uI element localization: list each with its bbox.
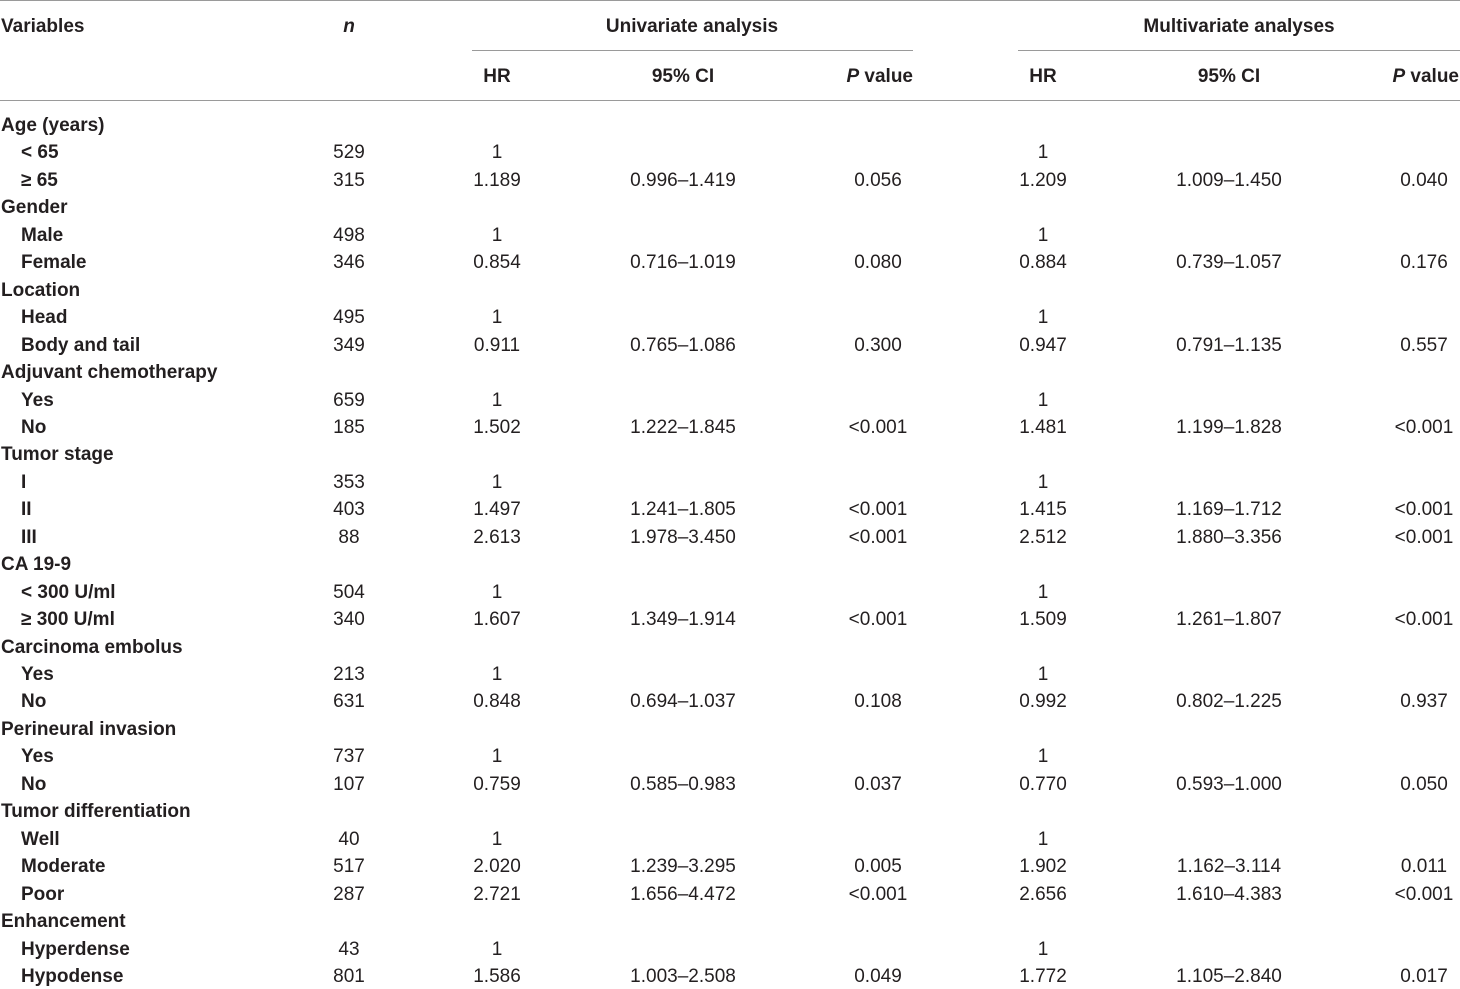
cell-n: 659 (333, 389, 365, 411)
cell-multivariate-hr: 2.512 (1019, 526, 1067, 548)
cell-n: 353 (333, 471, 365, 493)
cell-n: 801 (333, 965, 365, 987)
cell-multivariate-ci: 1.169–1.712 (1176, 499, 1282, 521)
cell-multivariate-p: 0.017 (1400, 965, 1448, 987)
header-variables: Variables (1, 16, 85, 37)
cell-multivariate-ci: 1.199–1.828 (1176, 416, 1282, 438)
row-label: ≥ 300 U/ml (21, 609, 115, 631)
row-label: Yes (21, 664, 54, 685)
cell-n: 315 (333, 169, 365, 191)
row-label: No (21, 691, 47, 713)
cell-n: 498 (333, 224, 365, 246)
header-univariate-p (846, 66, 913, 88)
row-label: Male (21, 224, 64, 246)
cell-univariate-hr: 0.854 (473, 252, 521, 274)
group-label: Carcinoma embolus (1, 636, 183, 658)
cell-univariate-hr: 2.613 (473, 526, 521, 548)
cell-multivariate-p: <0.001 (1394, 609, 1454, 631)
p-value-text: value (1405, 66, 1459, 87)
cell-multivariate-hr: 1 (1037, 938, 1049, 960)
cell-n: 403 (333, 499, 365, 521)
cell-multivariate-hr: 1 (1037, 828, 1049, 850)
cell-multivariate-hr: 1 (1037, 581, 1049, 603)
cell-multivariate-p: <0.001 (1394, 499, 1454, 521)
cell-multivariate-hr: 1 (1037, 664, 1049, 685)
row-label: Well (21, 828, 60, 850)
cell-multivariate-hr: 1 (1037, 389, 1049, 411)
row-label: < 65 (21, 142, 59, 164)
cell-n: 495 (333, 307, 365, 329)
cell-multivariate-hr: 0.884 (1019, 252, 1067, 274)
cell-univariate-hr: 1 (491, 142, 503, 164)
cell-univariate-hr: 0.759 (473, 773, 521, 795)
cell-univariate-hr: 1.189 (473, 169, 521, 191)
cell-univariate-p: 0.080 (854, 252, 902, 274)
cell-multivariate-p: <0.001 (1394, 883, 1454, 905)
row-label: II (21, 499, 32, 521)
cell-univariate-hr: 1 (491, 828, 503, 850)
cell-multivariate-p: 0.050 (1400, 773, 1448, 795)
cell-multivariate-p: 0.557 (1400, 334, 1448, 356)
cell-univariate-ci: 0.716–1.019 (630, 252, 736, 274)
cell-n: 517 (333, 856, 365, 878)
cell-univariate-hr: 0.911 (473, 334, 521, 356)
cell-multivariate-hr: 1.209 (1019, 169, 1067, 191)
row-label: Yes (21, 746, 54, 768)
row-label: Head (21, 307, 68, 329)
cell-multivariate-hr: 1.772 (1019, 965, 1067, 987)
cell-multivariate-ci: 1.880–3.356 (1176, 526, 1282, 548)
cell-univariate-p: 0.108 (854, 691, 902, 713)
group-label: Tumor differentiation (1, 801, 191, 823)
cell-univariate-p: <0.001 (848, 499, 908, 521)
header-univariate: Univariate analysis (605, 16, 779, 37)
cell-multivariate-hr: 2.656 (1019, 883, 1067, 905)
cell-multivariate-ci: 1.261–1.807 (1176, 609, 1282, 631)
cell-multivariate-hr: 1 (1037, 746, 1049, 768)
cell-multivariate-p: <0.001 (1394, 416, 1454, 438)
cell-univariate-hr: 1 (491, 471, 503, 493)
row-label: I (21, 471, 27, 493)
cell-multivariate-hr: 1 (1037, 471, 1049, 493)
cell-multivariate-hr: 0.992 (1019, 691, 1067, 713)
header-n: n (343, 16, 355, 37)
cell-univariate-p: 0.037 (854, 773, 902, 795)
group-label: Tumor stage (1, 444, 114, 466)
cell-multivariate-ci: 0.593–1.000 (1176, 773, 1282, 795)
p-italic: P (846, 66, 860, 87)
cell-univariate-hr: 0.848 (473, 691, 521, 713)
cell-univariate-ci: 1.241–1.805 (630, 499, 736, 521)
cell-univariate-ci: 0.996–1.419 (630, 169, 736, 191)
group-label: Enhancement (1, 911, 126, 933)
header-multivariate-p (1392, 66, 1459, 88)
header-bottom-rule (0, 100, 1460, 101)
cell-univariate-hr: 1.607 (473, 609, 521, 631)
cell-univariate-p: <0.001 (848, 609, 908, 631)
cell-multivariate-p: 0.040 (1400, 169, 1448, 191)
cell-n: 631 (333, 691, 365, 713)
cell-multivariate-p: <0.001 (1394, 526, 1454, 548)
group-label: CA 19-9 (1, 554, 72, 576)
top-rule (0, 0, 1460, 1)
cell-univariate-p: <0.001 (848, 883, 908, 905)
row-label: Hyperdense (21, 938, 130, 960)
cell-n: 213 (333, 664, 365, 685)
cell-univariate-hr: 1 (491, 307, 503, 329)
row-label: No (21, 773, 47, 795)
cell-univariate-hr: 1.502 (473, 416, 521, 438)
cell-multivariate-p: 0.176 (1400, 252, 1448, 274)
cell-multivariate-hr: 1 (1037, 142, 1049, 164)
cell-univariate-hr: 1.497 (473, 499, 521, 521)
cell-univariate-p: 0.300 (854, 334, 902, 356)
group-label: Perineural invasion (1, 718, 177, 740)
cell-multivariate-hr: 0.770 (1019, 773, 1067, 795)
header-multivariate-ci: 95% CI (1197, 66, 1261, 87)
cell-multivariate-ci: 0.802–1.225 (1176, 691, 1282, 713)
cell-univariate-ci: 1.222–1.845 (630, 416, 736, 438)
row-label: No (21, 416, 47, 438)
group-label: Adjuvant chemotherapy (1, 362, 218, 384)
cell-multivariate-ci: 1.009–1.450 (1176, 169, 1282, 191)
multivariate-span-rule (1018, 50, 1460, 51)
cell-univariate-ci: 1.239–3.295 (630, 856, 736, 878)
row-label: III (21, 526, 37, 548)
row-label: < 300 U/ml (21, 581, 116, 603)
cell-univariate-hr: 1 (491, 664, 503, 685)
group-label: Age (years) (1, 115, 105, 136)
row-label: Yes (21, 389, 54, 411)
row-label: Body and tail (21, 334, 141, 356)
cell-univariate-ci: 1.656–4.472 (630, 883, 736, 905)
group-label: Gender (1, 197, 68, 219)
cell-univariate-p: <0.001 (848, 526, 908, 548)
cell-n: 185 (333, 416, 365, 438)
cell-univariate-ci: 1.349–1.914 (630, 609, 736, 631)
cell-n: 287 (333, 883, 365, 905)
cell-univariate-p: 0.056 (854, 169, 902, 191)
row-label: Hypodense (21, 965, 124, 987)
group-label: Location (1, 279, 81, 301)
cell-univariate-hr: 1 (491, 938, 503, 960)
cell-univariate-hr: 1.586 (473, 965, 521, 987)
cell-multivariate-ci: 0.791–1.135 (1176, 334, 1282, 356)
cell-univariate-hr: 1 (491, 581, 503, 603)
cell-multivariate-hr: 1.902 (1019, 856, 1067, 878)
header-univariate-hr: HR (483, 66, 511, 87)
cell-multivariate-ci: 1.162–3.114 (1176, 856, 1282, 878)
cell-univariate-hr: 1 (491, 224, 503, 246)
row-label: Moderate (21, 856, 106, 878)
cell-multivariate-hr: 1.415 (1019, 499, 1067, 521)
header-multivariate-hr: HR (1029, 66, 1057, 87)
cell-univariate-ci: 0.765–1.086 (630, 334, 736, 356)
cell-univariate-hr: 2.721 (473, 883, 521, 905)
cell-multivariate-hr: 1.481 (1019, 416, 1067, 438)
cell-multivariate-p: 0.937 (1400, 691, 1448, 713)
header-univariate-ci: 95% CI (651, 66, 715, 87)
cell-multivariate-ci: 1.105–2.840 (1176, 965, 1282, 987)
cell-univariate-p: <0.001 (848, 416, 908, 438)
row-label: Poor (21, 883, 65, 905)
p-value-text: value (859, 66, 913, 87)
row-label: ≥ 65 (21, 169, 58, 191)
cell-multivariate-ci: 0.739–1.057 (1176, 252, 1282, 274)
cell-n: 107 (333, 773, 365, 795)
cell-multivariate-hr: 1 (1037, 307, 1049, 329)
cell-univariate-ci: 1.003–2.508 (630, 965, 736, 987)
p-italic: P (1392, 66, 1406, 87)
cell-n: 346 (333, 252, 365, 274)
cell-univariate-p: 0.005 (854, 856, 902, 878)
cell-univariate-p: 0.049 (854, 965, 902, 987)
cell-multivariate-hr: 1 (1037, 224, 1049, 246)
cell-n: 88 (338, 526, 360, 548)
cell-n: 340 (333, 609, 365, 631)
cell-multivariate-hr: 1.509 (1019, 609, 1067, 631)
cell-n: 504 (333, 581, 365, 603)
cell-univariate-hr: 2.020 (473, 856, 521, 878)
univariate-span-rule (472, 50, 913, 51)
header-multivariate: Multivariate analyses (1143, 16, 1335, 37)
cell-n: 43 (338, 938, 360, 960)
cell-multivariate-hr: 0.947 (1019, 334, 1067, 356)
cell-univariate-hr: 1 (491, 389, 503, 411)
cell-n: 349 (333, 334, 365, 356)
cell-n: 737 (333, 746, 365, 768)
cell-univariate-ci: 0.694–1.037 (630, 691, 736, 713)
cell-univariate-ci: 1.978–3.450 (630, 526, 736, 548)
row-label: Female (21, 252, 87, 274)
cell-univariate-hr: 1 (491, 746, 503, 768)
cell-multivariate-ci: 1.610–4.383 (1176, 883, 1282, 905)
cell-univariate-ci: 0.585–0.983 (630, 773, 736, 795)
cell-n: 40 (338, 828, 360, 850)
cell-n: 529 (333, 142, 365, 164)
cell-multivariate-p: 0.011 (1400, 856, 1448, 878)
